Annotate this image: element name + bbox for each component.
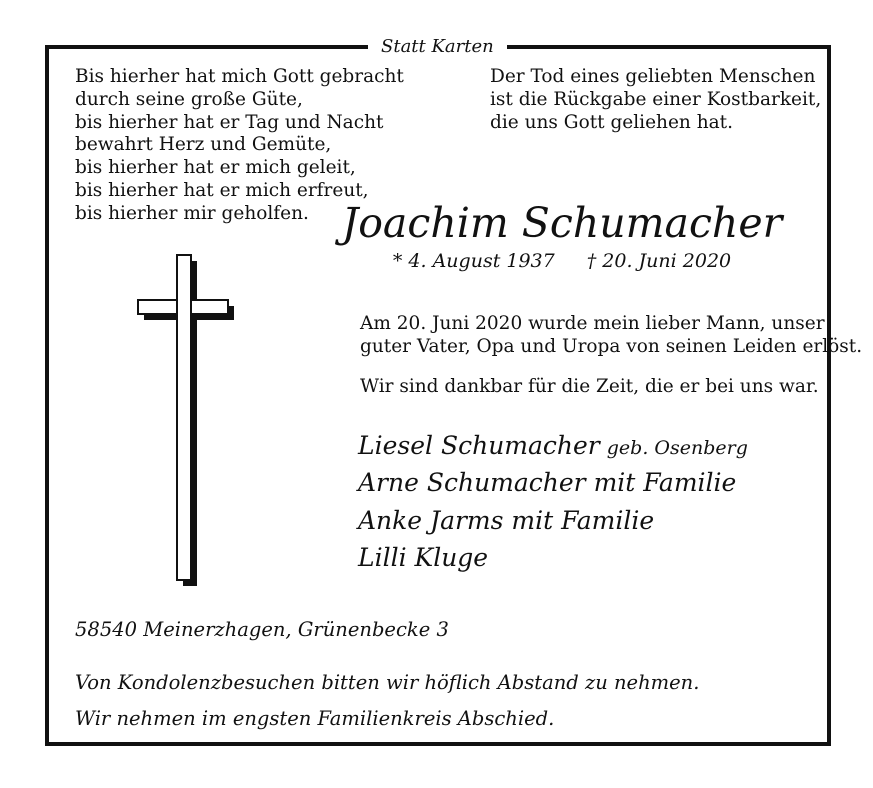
quote-line: ist die Rückgabe einer Kostbarkeit, — [490, 88, 822, 110]
cross-beam-vertical — [177, 255, 191, 580]
farewell-line: Wir nehmen im engsten Familienkreis Abschied. — [75, 707, 555, 730]
mourner-name: Liesel Schumacher — [358, 431, 600, 460]
mourner-row — [358, 539, 748, 576]
quote-line: Der Tod eines geliebten Menschen — [490, 66, 816, 87]
address-line: 58540 Meinerzhagen, Grünenbecke 3 — [75, 618, 449, 641]
deceased-name: Joachim Schumacher — [341, 199, 783, 247]
poem-line: bis hierher mir geholfen. — [75, 202, 309, 224]
cross-illustration — [130, 248, 242, 593]
poem-line: bewahrt Herz und Gemüte, — [75, 134, 332, 156]
mourner-name: Lilli Kluge — [358, 542, 489, 572]
mourner-name: Anke Jarms mit Familie — [358, 505, 655, 535]
announcement-text — [360, 312, 862, 358]
mourner-row — [358, 502, 748, 539]
thanks-line: Wir sind dankbar für die Zeit, die er bei uns war. — [360, 376, 819, 397]
memorial-quote — [490, 66, 821, 134]
mourner-row — [358, 464, 748, 501]
birth-date: * 4. August 1937 — [392, 250, 555, 272]
announcement-line: Am 20. Juni 2020 wurde mein lieber Mann, unser — [360, 313, 825, 334]
mourner-name-suffix: geb. Osenberg — [606, 437, 748, 459]
statt-karten-caption: Statt Karten — [368, 34, 507, 60]
condolence-line: Von Kondolenzbesuchen bitten wir höflich Abstand zu nehmen. — [75, 671, 700, 694]
poem-line: bis hierher hat er mich erfreut, — [75, 179, 369, 201]
life-dates — [338, 250, 786, 272]
mourners-list — [358, 427, 748, 576]
mourner-name: Arne Schumacher mit Familie — [358, 468, 737, 498]
death-date: † 20. Juni 2020 — [586, 250, 732, 272]
announcement-line: guter Vater, Opa und Uropa von seinen Leiden erlöst. — [360, 336, 863, 357]
poem-line: bis hierher hat er mich geleit, — [75, 157, 356, 179]
quote-line: die uns Gott geliehen hat. — [490, 111, 733, 133]
mourner-row — [358, 427, 748, 464]
poem-line: Bis hierher hat mich Gott gebracht — [75, 66, 404, 87]
poem-line: durch seine große Güte, — [75, 88, 303, 110]
poem-line: bis hierher hat er Tag und Nacht — [75, 111, 384, 133]
